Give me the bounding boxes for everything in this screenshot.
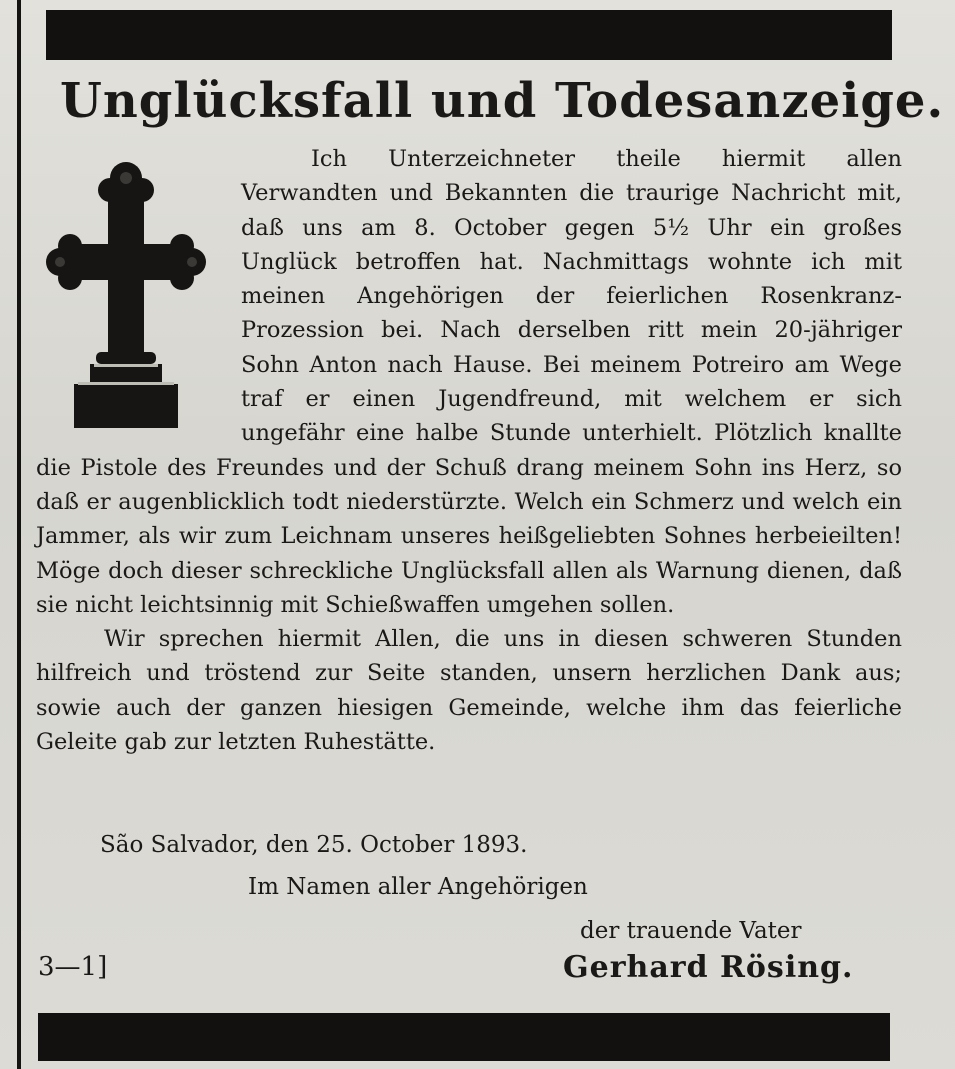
on-behalf-line: Im Namen aller Angehörigen <box>248 874 588 900</box>
place-date-line: São Salvador, den 25. October 1893. <box>100 832 528 858</box>
insertion-reference: 3—1] <box>38 952 108 982</box>
notice-paragraph-2: Wir sprechen hiermit Allen, die uns in diesen schweren Stunden hilfreich und tröstend zur Seite standen, unsern herzlichen Dank aus; sowie auch der ganzen hiesigen Gemeinde, welche ihm das feierliche Geleite gab zur letzten Ruhestätte. <box>36 626 902 756</box>
left-column-rule <box>17 0 21 1069</box>
notice-title: Unglücksfall und Todesanzeige. <box>60 73 945 129</box>
top-black-border <box>46 10 892 60</box>
bottom-black-border <box>38 1013 890 1061</box>
notice-body <box>36 142 902 759</box>
notice-paragraph-1: Ich Unterzeichneter theile hiermit allen Verwandten und Bekannten die traurige Nachricht mit, daß uns am 8. October gegen 5½ Uhr ein großes Unglück betroffen hat. Nachmittags wohnte ich mit meinen Angehörigen der feierlichen Rosenkranz-Prozession bei. Nach derselben ritt mein 20-jähriger Sohn Anton nach Hause. Bei meinem Potreiro am Wege traf er einen Jugendfreund, mit welchem er sich ungefähr eine halbe Stunde unterhielt. Plötzlich knallte die Pistole des Freundes und der Schuß drang meinem Sohn ins Herz, so daß er augenblicklich todt niederstürzte. Welch ein Schmerz und welch ein Jammer, als wir zum Leichnam unseres heißgeliebten Sohnes herbeieilten! Möge doch dieser schreckliche Unglücksfall allen als Warnung dienen, daß sie nicht leichtsinnig mit Schießwaffen umgehen sollen. <box>36 146 902 618</box>
cross-wrap-space <box>36 142 241 450</box>
signer-name: Gerhard Rösing. <box>563 950 854 985</box>
signer-role: der trauende Vater <box>580 918 802 944</box>
